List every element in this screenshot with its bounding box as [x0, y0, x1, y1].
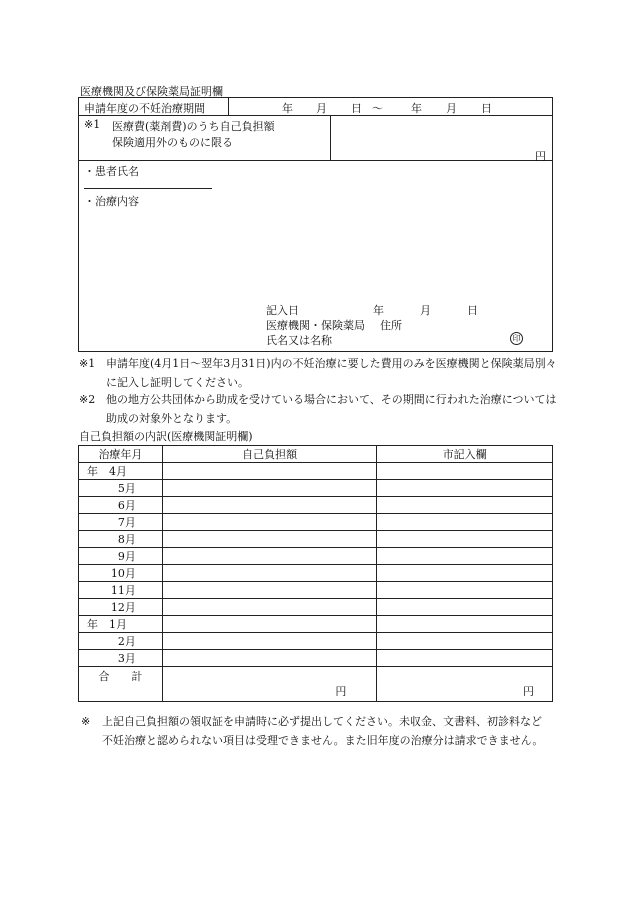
- total-city-use-cell: [377, 667, 553, 702]
- month-cell: 年 1月: [79, 616, 163, 633]
- period-end-month: 月: [446, 102, 457, 115]
- period-start-month: 月: [316, 102, 327, 115]
- total-city-use-unit: 円: [523, 685, 534, 698]
- entry-date-label: 記入日: [266, 304, 299, 317]
- header-self-pay: 自己負担額: [162, 446, 377, 463]
- institution-name-label: 氏名又は名称: [266, 334, 332, 347]
- city-use-cell: [377, 531, 553, 548]
- period-tilde: ～: [372, 102, 383, 115]
- table-row: [79, 548, 553, 565]
- period-label: 申請年度の不妊治療期間: [84, 102, 205, 115]
- self-pay-cell[interactable]: [162, 616, 377, 633]
- city-use-cell: [377, 650, 553, 667]
- month-cell: 5月: [79, 480, 163, 497]
- footer-note-mark: ※: [81, 715, 91, 728]
- header-city-use: 市記入欄: [377, 446, 553, 463]
- total-row: [79, 667, 553, 702]
- note-1-text: 申請年度(4月1日～翌年3月31日)内の不妊治療に要した費用のみを医療機関と保険薬局別々に記入し証明してください。: [106, 357, 557, 389]
- header-treatment-month: 治療年月: [79, 446, 163, 463]
- self-pay-cell[interactable]: [162, 565, 377, 582]
- city-use-cell: [377, 514, 553, 531]
- total-self-pay-unit: 円: [335, 685, 347, 698]
- self-pay-cell[interactable]: [162, 497, 377, 514]
- period-end-day: 日: [481, 102, 492, 115]
- seal-icon: 印: [510, 332, 523, 345]
- entry-day: 日: [467, 304, 478, 317]
- patient-name-line[interactable]: [84, 188, 212, 189]
- month-cell: 12月: [79, 599, 163, 616]
- patient-name-label: ・患者氏名: [84, 165, 139, 178]
- footer-note: [79, 712, 551, 750]
- institution-label: 医療機関・保険薬局: [266, 319, 365, 332]
- note-1-mark: ※1: [79, 357, 96, 370]
- breakdown-table: [78, 445, 553, 702]
- month-cell: 11月: [79, 582, 163, 599]
- period-end-year: 年: [411, 102, 422, 115]
- self-pay-cell[interactable]: [162, 548, 377, 565]
- note-1: [79, 354, 559, 392]
- self-pay-cell[interactable]: [162, 531, 377, 548]
- self-pay-cell[interactable]: [162, 463, 377, 480]
- expense-mark: ※1: [84, 118, 101, 131]
- city-use-cell: [377, 616, 553, 633]
- table-row: [79, 633, 553, 650]
- expense-line1: 医療費(薬剤費)のうち自己負担額: [112, 120, 275, 133]
- self-pay-cell[interactable]: [162, 599, 377, 616]
- table-row: [79, 650, 553, 667]
- table-row: [79, 514, 553, 531]
- entry-year: 年: [373, 304, 384, 317]
- entry-month: 月: [420, 304, 431, 317]
- section-title: 医療機関及び保険薬局証明欄: [80, 85, 223, 98]
- city-use-cell: [377, 599, 553, 616]
- note-2-mark: ※2: [79, 393, 96, 406]
- self-pay-cell[interactable]: [162, 633, 377, 650]
- table-row: [79, 531, 553, 548]
- month-cell: 2月: [79, 633, 163, 650]
- total-label: 合 計: [79, 667, 163, 702]
- self-pay-cell[interactable]: [162, 582, 377, 599]
- breakdown-title: 自己負担額の内訳(医療機関証明欄): [79, 430, 253, 443]
- month-cell: 9月: [79, 548, 163, 565]
- table-header-row: [79, 446, 553, 463]
- self-pay-cell[interactable]: [162, 514, 377, 531]
- table-row: [79, 463, 553, 480]
- table-row: [79, 616, 553, 633]
- city-use-cell: [377, 548, 553, 565]
- month-cell: 年 4月: [79, 463, 163, 480]
- self-pay-cell[interactable]: [162, 650, 377, 667]
- table-row: [79, 582, 553, 599]
- city-use-cell: [377, 463, 553, 480]
- city-use-cell: [377, 633, 553, 650]
- table-row: [79, 497, 553, 514]
- month-cell: 3月: [79, 650, 163, 667]
- treatment-label: ・治療内容: [84, 195, 139, 208]
- month-cell: 7月: [79, 514, 163, 531]
- month-cell: 6月: [79, 497, 163, 514]
- footer-note-text: 上記自己負担額の領収証を申請時に必ず提出してください。未収金、文書料、初診料など不妊治療と認められない項目は受理できません。また旧年度の治療分は請求できません。: [102, 715, 544, 747]
- period-start-day: 日: [351, 102, 362, 115]
- table-row: [79, 565, 553, 582]
- city-use-cell: [377, 582, 553, 599]
- address-label: 住所: [380, 319, 402, 332]
- note-2-text: 他の地方公共団体から助成を受けている場合において、その期間に行われた治療については助成の対象外となります。: [106, 393, 557, 425]
- table-row: [79, 480, 553, 497]
- expense-unit: 円: [535, 150, 546, 163]
- total-self-pay-cell[interactable]: [162, 667, 377, 702]
- city-use-cell: [377, 565, 553, 582]
- city-use-cell: [377, 497, 553, 514]
- note-2: [79, 390, 559, 428]
- city-use-cell: [377, 480, 553, 497]
- month-cell: 10月: [79, 565, 163, 582]
- expense-line2: 保険適用外のものに限る: [112, 136, 233, 149]
- month-cell: 8月: [79, 531, 163, 548]
- self-pay-cell[interactable]: [162, 480, 377, 497]
- table-row: [79, 599, 553, 616]
- period-start-year: 年: [282, 102, 293, 115]
